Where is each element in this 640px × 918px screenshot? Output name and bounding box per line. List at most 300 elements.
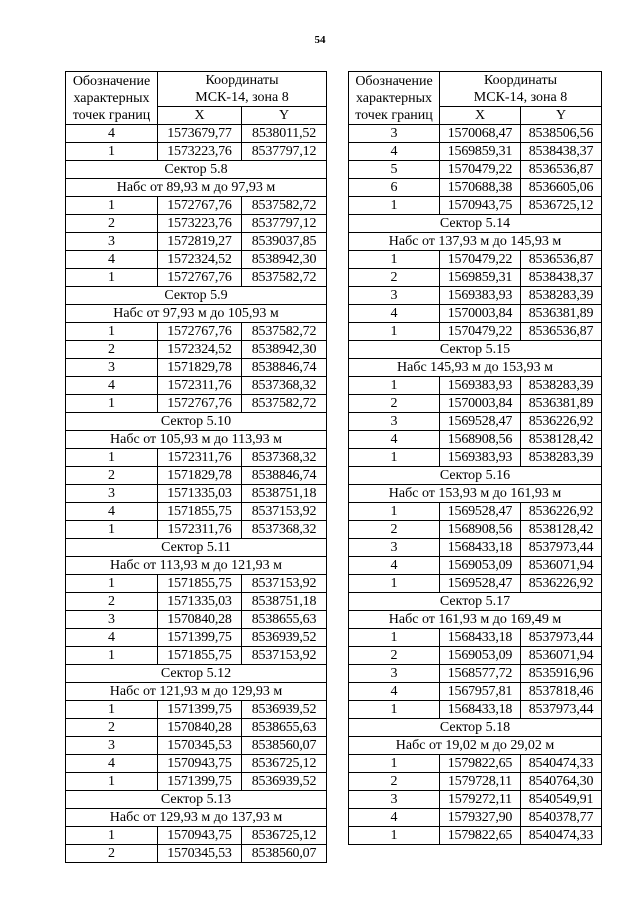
x-coordinate: 1567957,81 <box>440 683 521 701</box>
y-coordinate: 8536605,06 <box>521 179 602 197</box>
x-coordinate: 1572311,76 <box>158 449 242 467</box>
table-row <box>66 755 327 773</box>
sector-range: Набс 145,93 м до 153,93 м <box>349 359 602 377</box>
table-row <box>349 827 602 845</box>
sector-title-row <box>349 593 602 611</box>
point-number: 3 <box>349 665 440 683</box>
table-row <box>66 359 327 377</box>
designation-header-line: Обозначение <box>355 73 433 89</box>
table-row <box>66 647 327 665</box>
sector-range-row <box>66 431 327 449</box>
header-row <box>349 72 602 107</box>
point-number: 4 <box>349 809 440 827</box>
sector-range-row <box>66 557 327 575</box>
point-number: 3 <box>349 125 440 143</box>
y-coordinate: 8536381,89 <box>521 305 602 323</box>
sector-title-row <box>66 665 327 683</box>
point-number: 6 <box>349 179 440 197</box>
sector-title: Сектор 5.17 <box>349 593 602 611</box>
table-header <box>349 72 602 125</box>
point-number: 4 <box>66 251 158 269</box>
table-row <box>66 395 327 413</box>
table-row <box>66 503 327 521</box>
table-row <box>349 377 602 395</box>
y-coordinate: 8537973,44 <box>521 539 602 557</box>
table-row <box>349 161 602 179</box>
x-coordinate: 1570840,28 <box>158 719 242 737</box>
y-coordinate: 8536226,92 <box>521 413 602 431</box>
x-coordinate: 1569053,09 <box>440 647 521 665</box>
sector-title: Сектор 5.15 <box>349 341 602 359</box>
coordinates-header-line: Координаты <box>205 73 279 88</box>
table-row <box>66 467 327 485</box>
y-coordinate: 8538283,39 <box>521 377 602 395</box>
y-coordinate: 8536725,12 <box>242 755 327 773</box>
point-number: 2 <box>66 845 158 863</box>
table-body <box>66 125 327 863</box>
table-row <box>66 827 327 845</box>
x-coordinate: 1568577,72 <box>440 665 521 683</box>
sector-range: Набс от 105,93 м до 113,93 м <box>66 431 327 449</box>
sector-title: Сектор 5.14 <box>349 215 602 233</box>
x-header: X <box>440 107 521 125</box>
y-coordinate: 8536381,89 <box>521 395 602 413</box>
designation-header <box>349 72 440 125</box>
x-coordinate: 1568908,56 <box>440 521 521 539</box>
point-number: 2 <box>349 521 440 539</box>
x-coordinate: 1572767,76 <box>158 395 242 413</box>
x-coordinate: 1570943,75 <box>158 827 242 845</box>
y-coordinate: 8538846,74 <box>242 467 327 485</box>
y-header: Y <box>521 107 602 125</box>
point-number: 2 <box>66 215 158 233</box>
x-coordinate: 1570003,84 <box>440 395 521 413</box>
table-body <box>349 125 602 845</box>
sector-range: Набс от 113,93 м до 121,93 м <box>66 557 327 575</box>
y-header: Y <box>242 107 327 125</box>
x-coordinate: 1571335,03 <box>158 593 242 611</box>
point-number: 1 <box>66 323 158 341</box>
point-number: 2 <box>349 647 440 665</box>
y-coordinate: 8536939,52 <box>242 629 327 647</box>
table-row <box>66 629 327 647</box>
table-row <box>349 755 602 773</box>
x-coordinate: 1569383,93 <box>440 287 521 305</box>
table-row <box>66 737 327 755</box>
sector-title-row <box>66 161 327 179</box>
table-row <box>66 323 327 341</box>
sector-range: Набс от 97,93 м до 105,93 м <box>66 305 327 323</box>
y-coordinate: 8538128,42 <box>521 431 602 449</box>
table-row <box>66 143 327 161</box>
coordinates-table-left <box>65 71 327 863</box>
point-number: 1 <box>349 827 440 845</box>
table-row <box>66 593 327 611</box>
point-number: 3 <box>349 791 440 809</box>
y-coordinate: 8537153,92 <box>242 647 327 665</box>
x-coordinate: 1572819,27 <box>158 233 242 251</box>
x-coordinate: 1570479,22 <box>440 323 521 341</box>
y-coordinate: 8536536,87 <box>521 161 602 179</box>
point-number: 1 <box>349 323 440 341</box>
table-row <box>349 521 602 539</box>
table-row <box>349 629 602 647</box>
y-coordinate: 8538751,18 <box>242 485 327 503</box>
y-coordinate: 8537797,12 <box>242 143 327 161</box>
sector-range-row <box>66 305 327 323</box>
x-coordinate: 1570345,53 <box>158 845 242 863</box>
y-coordinate: 8538283,39 <box>521 449 602 467</box>
point-number: 2 <box>66 341 158 359</box>
point-number: 3 <box>66 737 158 755</box>
y-coordinate: 8537582,72 <box>242 269 327 287</box>
x-coordinate: 1572324,52 <box>158 341 242 359</box>
x-coordinate: 1572767,76 <box>158 323 242 341</box>
x-coordinate: 1569528,47 <box>440 503 521 521</box>
point-number: 1 <box>66 521 158 539</box>
x-coordinate: 1568433,18 <box>440 539 521 557</box>
sector-title-row <box>349 215 602 233</box>
x-coordinate: 1571829,78 <box>158 467 242 485</box>
point-number: 2 <box>349 773 440 791</box>
table-row <box>349 791 602 809</box>
sector-title-row <box>349 341 602 359</box>
sector-range-row <box>349 359 602 377</box>
x-header: X <box>158 107 242 125</box>
point-number: 1 <box>66 827 158 845</box>
x-coordinate: 1571399,75 <box>158 701 242 719</box>
y-coordinate: 8537368,32 <box>242 449 327 467</box>
table-row <box>349 647 602 665</box>
sector-title: Сектор 5.18 <box>349 719 602 737</box>
y-coordinate: 8540474,33 <box>521 755 602 773</box>
sector-title: Сектор 5.8 <box>66 161 327 179</box>
y-coordinate: 8538942,30 <box>242 341 327 359</box>
y-coordinate: 8538283,39 <box>521 287 602 305</box>
table-row <box>349 701 602 719</box>
point-number: 1 <box>66 395 158 413</box>
x-coordinate: 1570345,53 <box>158 737 242 755</box>
y-coordinate: 8538128,42 <box>521 521 602 539</box>
y-coordinate: 8536226,92 <box>521 503 602 521</box>
x-coordinate: 1568433,18 <box>440 701 521 719</box>
designation-header-line: точек границ <box>72 107 151 123</box>
x-coordinate: 1579327,90 <box>440 809 521 827</box>
coordinates-header <box>158 72 327 107</box>
table-row <box>349 557 602 575</box>
y-coordinate: 8538846,74 <box>242 359 327 377</box>
y-coordinate: 8537582,72 <box>242 395 327 413</box>
table-row <box>349 773 602 791</box>
point-number: 3 <box>66 359 158 377</box>
table-row <box>349 413 602 431</box>
y-coordinate: 8537797,12 <box>242 215 327 233</box>
table-row <box>66 719 327 737</box>
y-coordinate: 8537368,32 <box>242 521 327 539</box>
table-row <box>349 305 602 323</box>
x-coordinate: 1571399,75 <box>158 629 242 647</box>
sector-range-row <box>66 179 327 197</box>
table-row <box>66 845 327 863</box>
sector-range: Набс от 129,93 м до 137,93 м <box>66 809 327 827</box>
x-coordinate: 1572324,52 <box>158 251 242 269</box>
table-row <box>66 251 327 269</box>
y-coordinate: 8537973,44 <box>521 629 602 647</box>
table-row <box>349 809 602 827</box>
y-coordinate: 8540764,30 <box>521 773 602 791</box>
y-coordinate: 8537582,72 <box>242 323 327 341</box>
table-row <box>66 521 327 539</box>
point-number: 1 <box>349 701 440 719</box>
sector-title-row <box>66 791 327 809</box>
x-coordinate: 1572311,76 <box>158 377 242 395</box>
table-row <box>66 485 327 503</box>
point-number: 1 <box>349 503 440 521</box>
point-number: 5 <box>349 161 440 179</box>
point-number: 4 <box>349 305 440 323</box>
designation-header-line: Обозначение <box>72 73 151 89</box>
point-number: 1 <box>66 575 158 593</box>
point-number: 1 <box>66 143 158 161</box>
x-coordinate: 1579822,65 <box>440 755 521 773</box>
table-row <box>66 701 327 719</box>
x-coordinate: 1572767,76 <box>158 269 242 287</box>
x-coordinate: 1570943,75 <box>440 197 521 215</box>
coordinates-header-line: МСК-14, зона 8 <box>473 90 568 105</box>
y-coordinate: 8536725,12 <box>521 197 602 215</box>
point-number: 4 <box>349 683 440 701</box>
y-coordinate: 8536071,94 <box>521 647 602 665</box>
sector-range-row <box>349 233 602 251</box>
y-coordinate: 8538438,37 <box>521 269 602 287</box>
table-row <box>349 431 602 449</box>
sector-range-row <box>349 611 602 629</box>
y-coordinate: 8538438,37 <box>521 143 602 161</box>
y-coordinate: 8538942,30 <box>242 251 327 269</box>
table-row <box>66 449 327 467</box>
x-coordinate: 1568433,18 <box>440 629 521 647</box>
table-row <box>66 215 327 233</box>
table-row <box>349 323 602 341</box>
sector-title-row <box>349 467 602 485</box>
designation-header <box>66 72 158 125</box>
table-row <box>66 341 327 359</box>
point-number: 2 <box>349 395 440 413</box>
sector-title-row <box>349 719 602 737</box>
point-number: 2 <box>66 467 158 485</box>
table-row <box>349 395 602 413</box>
sector-title: Сектор 5.16 <box>349 467 602 485</box>
sector-range-row <box>66 809 327 827</box>
designation-header-line: точек границ <box>355 107 433 123</box>
coordinates-header-line: Координаты <box>484 73 557 88</box>
x-coordinate: 1570943,75 <box>158 755 242 773</box>
point-number: 1 <box>66 269 158 287</box>
x-coordinate: 1579272,11 <box>440 791 521 809</box>
point-number: 1 <box>349 575 440 593</box>
table-row <box>349 287 602 305</box>
y-coordinate: 8536071,94 <box>521 557 602 575</box>
point-number: 4 <box>66 377 158 395</box>
y-coordinate: 8540474,33 <box>521 827 602 845</box>
y-coordinate: 8537582,72 <box>242 197 327 215</box>
point-number: 3 <box>349 287 440 305</box>
sector-range: Набс от 89,93 м до 97,93 м <box>66 179 327 197</box>
table-row <box>349 683 602 701</box>
y-coordinate: 8539037,85 <box>242 233 327 251</box>
y-coordinate: 8536939,52 <box>242 701 327 719</box>
x-coordinate: 1570688,38 <box>440 179 521 197</box>
point-number: 4 <box>349 557 440 575</box>
x-coordinate: 1570479,22 <box>440 161 521 179</box>
y-coordinate: 8538560,07 <box>242 845 327 863</box>
table-row <box>349 125 602 143</box>
point-number: 4 <box>66 503 158 521</box>
table-row <box>349 575 602 593</box>
point-number: 1 <box>349 197 440 215</box>
point-number: 1 <box>66 449 158 467</box>
point-number: 1 <box>66 701 158 719</box>
y-coordinate: 8535916,96 <box>521 665 602 683</box>
sector-title: Сектор 5.13 <box>66 791 327 809</box>
table-row <box>66 125 327 143</box>
point-number: 1 <box>349 377 440 395</box>
x-coordinate: 1568908,56 <box>440 431 521 449</box>
point-number: 1 <box>349 755 440 773</box>
point-number: 3 <box>66 485 158 503</box>
y-coordinate: 8538011,52 <box>242 125 327 143</box>
designation-header-line: характерных <box>355 90 433 106</box>
x-coordinate: 1569383,93 <box>440 449 521 467</box>
x-coordinate: 1579728,11 <box>440 773 521 791</box>
point-number: 1 <box>66 647 158 665</box>
y-coordinate: 8536226,92 <box>521 575 602 593</box>
point-number: 2 <box>349 269 440 287</box>
sector-range-row <box>349 737 602 755</box>
point-number: 3 <box>349 413 440 431</box>
table-row <box>349 269 602 287</box>
x-coordinate: 1571829,78 <box>158 359 242 377</box>
x-coordinate: 1573223,76 <box>158 215 242 233</box>
header-row <box>66 72 327 107</box>
table-row <box>349 449 602 467</box>
sector-range: Набс от 121,93 м до 129,93 м <box>66 683 327 701</box>
x-coordinate: 1573223,76 <box>158 143 242 161</box>
x-coordinate: 1571335,03 <box>158 485 242 503</box>
point-number: 4 <box>349 431 440 449</box>
sector-title-row <box>66 539 327 557</box>
y-coordinate: 8537153,92 <box>242 575 327 593</box>
point-number: 4 <box>66 125 158 143</box>
y-coordinate: 8540378,77 <box>521 809 602 827</box>
y-coordinate: 8538655,63 <box>242 719 327 737</box>
x-coordinate: 1569528,47 <box>440 413 521 431</box>
table-row <box>349 665 602 683</box>
sector-range-row <box>66 683 327 701</box>
point-number: 4 <box>66 629 158 647</box>
x-coordinate: 1570003,84 <box>440 305 521 323</box>
x-coordinate: 1571855,75 <box>158 647 242 665</box>
point-number: 2 <box>66 719 158 737</box>
table-row <box>349 179 602 197</box>
y-coordinate: 8537973,44 <box>521 701 602 719</box>
x-coordinate: 1572767,76 <box>158 197 242 215</box>
x-coordinate: 1569383,93 <box>440 377 521 395</box>
sector-range: Набс от 137,93 м до 145,93 м <box>349 233 602 251</box>
table-row <box>349 539 602 557</box>
y-coordinate: 8537368,32 <box>242 377 327 395</box>
x-coordinate: 1571399,75 <box>158 773 242 791</box>
x-coordinate: 1579822,65 <box>440 827 521 845</box>
sector-title-row <box>66 287 327 305</box>
sector-range-row <box>349 485 602 503</box>
sector-title: Сектор 5.11 <box>66 539 327 557</box>
table-row <box>66 773 327 791</box>
point-number: 1 <box>349 251 440 269</box>
table-row <box>349 251 602 269</box>
x-coordinate: 1570479,22 <box>440 251 521 269</box>
table-row <box>66 197 327 215</box>
sector-title: Сектор 5.12 <box>66 665 327 683</box>
x-coordinate: 1573679,77 <box>158 125 242 143</box>
coordinates-table-right <box>348 71 602 845</box>
y-coordinate: 8536536,87 <box>521 323 602 341</box>
table-row <box>66 611 327 629</box>
x-coordinate: 1569053,09 <box>440 557 521 575</box>
coordinates-header <box>440 72 602 107</box>
table-row <box>66 377 327 395</box>
sector-title: Сектор 5.9 <box>66 287 327 305</box>
x-coordinate: 1571855,75 <box>158 503 242 521</box>
y-coordinate: 8538655,63 <box>242 611 327 629</box>
x-coordinate: 1569859,31 <box>440 143 521 161</box>
table-header <box>66 72 327 125</box>
point-number: 3 <box>66 611 158 629</box>
table-row <box>349 143 602 161</box>
point-number: 1 <box>349 449 440 467</box>
point-number: 1 <box>349 629 440 647</box>
x-coordinate: 1569859,31 <box>440 269 521 287</box>
y-coordinate: 8537818,46 <box>521 683 602 701</box>
table-row <box>66 269 327 287</box>
point-number: 1 <box>66 197 158 215</box>
y-coordinate: 8540549,91 <box>521 791 602 809</box>
y-coordinate: 8536939,52 <box>242 773 327 791</box>
y-coordinate: 8536536,87 <box>521 251 602 269</box>
table-row <box>66 233 327 251</box>
y-coordinate: 8537153,92 <box>242 503 327 521</box>
point-number: 2 <box>66 593 158 611</box>
table-row <box>349 197 602 215</box>
sector-title-row <box>66 413 327 431</box>
table-row <box>349 503 602 521</box>
sector-range: Набс от 161,93 м до 169,49 м <box>349 611 602 629</box>
point-number: 3 <box>66 233 158 251</box>
y-coordinate: 8538506,56 <box>521 125 602 143</box>
point-number: 4 <box>66 755 158 773</box>
x-coordinate: 1570840,28 <box>158 611 242 629</box>
x-coordinate: 1570068,47 <box>440 125 521 143</box>
sector-range: Набс от 19,02 м до 29,02 м <box>349 737 602 755</box>
y-coordinate: 8538751,18 <box>242 593 327 611</box>
y-coordinate: 8536725,12 <box>242 827 327 845</box>
sector-title: Сектор 5.10 <box>66 413 327 431</box>
x-coordinate: 1569528,47 <box>440 575 521 593</box>
x-coordinate: 1572311,76 <box>158 521 242 539</box>
point-number: 1 <box>66 773 158 791</box>
designation-header-line: характерных <box>73 90 150 106</box>
x-coordinate: 1571855,75 <box>158 575 242 593</box>
